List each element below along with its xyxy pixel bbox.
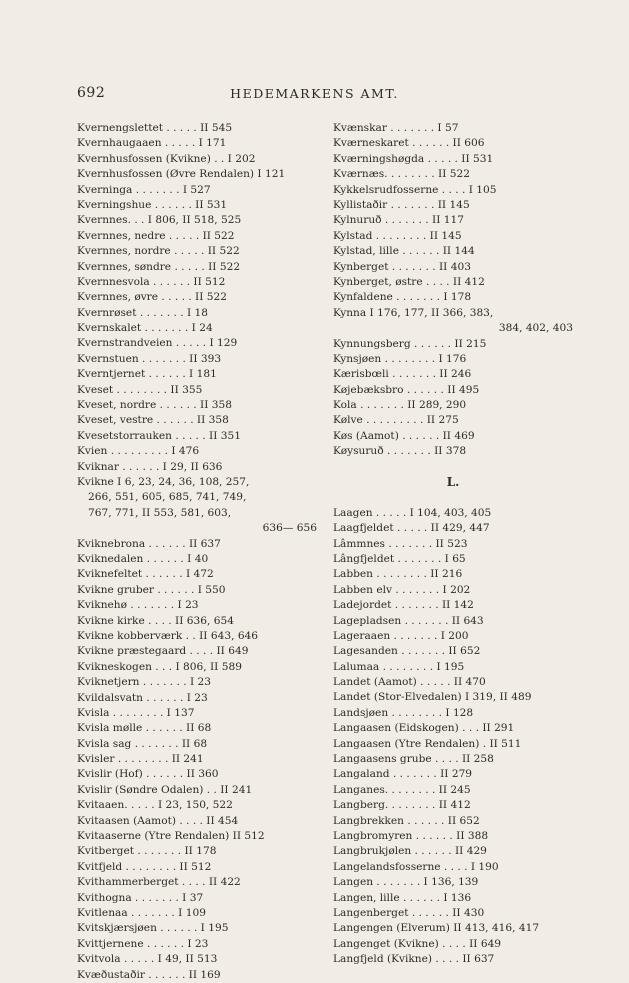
index-entry: Køjebæksbro . . . . . . II 495: [333, 383, 480, 396]
page-number: 692: [77, 85, 106, 101]
index-entry: Labben . . . . . . . . II 216: [333, 568, 463, 581]
index-entry: Landsjøen . . . . . . . . I 128: [333, 706, 474, 719]
index-entry: Kvernnes. . . I 806, II 518, 525: [77, 214, 242, 227]
index-entry: Lalumaa . . . . . . . . I 195: [333, 660, 465, 673]
index-entry: Kverninga . . . . . . . I 527: [77, 183, 211, 196]
index-entry: Kvittjernene . . . . . . I 23: [77, 937, 209, 950]
index-entry: Kynnungsberg . . . . . . II 215: [333, 337, 487, 350]
right-entry-list: [333, 121, 573, 306]
index-entry: Kvitvola . . . . . I 49, II 513: [77, 953, 218, 966]
index-entry: Kvisla mølle . . . . . . II 68: [77, 722, 212, 735]
index-entry: Lagesanden . . . . . . . II 652: [333, 645, 481, 658]
right-column: [333, 121, 573, 968]
index-entry: Langberg. . . . . . . . II 412: [333, 799, 471, 812]
index-entry: Kviknehø . . . . . . . I 23: [77, 599, 199, 612]
index-entry: Kvitfjeld . . . . . . . . II 512: [77, 860, 212, 873]
index-entry: Kvæðustaðir . . . . . . II 169: [77, 968, 221, 981]
index-entry: Kvisler . . . . . . . . II 241: [77, 753, 204, 766]
index-entry: Laagfjeldet . . . . . II 429, 447: [333, 522, 490, 535]
index-entry: Langenget (Kvikne) . . . . II 649: [333, 937, 502, 950]
index-entry: Langenberget . . . . . . II 430: [333, 906, 485, 919]
index-entry: Køs (Aamot) . . . . . . II 469: [333, 429, 475, 442]
index-entry: Kviknefeltet . . . . . . I 472: [77, 568, 214, 581]
entry-line: 384, 402, 403: [498, 322, 573, 335]
index-entry: Kvisla . . . . . . . . I 137: [77, 706, 195, 719]
index-entry: Kvernengslettet . . . . . II 545: [77, 122, 233, 134]
entry-line: 266, 551, 605, 685, 741, 749,: [88, 491, 247, 504]
index-entry: Kvislir (Hof) . . . . . . II 360: [77, 768, 219, 781]
page-header: [0, 85, 629, 105]
index-entry: Lagepladsen . . . . . . . II 643: [333, 614, 484, 627]
index-entry: Kvikneskogen . . . I 806, II 589: [77, 660, 242, 673]
index-entry: Kvernrøset . . . . . . . I 18: [77, 306, 209, 319]
index-entry: Kviknetjern . . . . . . . I 23: [77, 676, 212, 689]
index-entry: Kvernnes, søndre . . . . . II 522: [77, 260, 241, 273]
index-entry: Langaasens grube . . . . II 258: [333, 753, 494, 766]
index-entry: Kværningshøgda . . . . . II 531: [333, 152, 494, 165]
index-entry: Lângfjeldet . . . . . . . I 65: [333, 552, 466, 565]
index-entry: Kvesetstorrauken . . . . . II 351: [77, 429, 241, 442]
index-entry: Lâmmnes . . . . . . . II 523: [333, 537, 468, 550]
index-entry: Kola . . . . . . . II 289, 290: [333, 399, 467, 412]
index-entry: Langelandsfosserne . . . . I 190: [333, 860, 499, 873]
running-title: HEDEMARKENS AMT.: [230, 86, 399, 101]
index-entry: Kviknar . . . . . . I 29, II 636: [77, 460, 223, 473]
entry-line: Kynna I 176, 177, II 366, 383,: [333, 306, 494, 319]
index-entry: Langaasen (Ytre Rendalen) . II 511: [333, 737, 522, 750]
index-entry: Kvikne kobberværk . . II 643, 646: [77, 629, 259, 642]
index-entry: Kvernnes, nedre . . . . . II 522: [77, 229, 235, 242]
index-entry: Kylstad . . . . . . . . II 145: [333, 229, 462, 242]
index-entry: Langen . . . . . . . I 136, 139: [333, 876, 479, 889]
index-entry: Kvisla sag . . . . . . . II 68: [77, 737, 208, 750]
index-entry: Kvernnes, nordre . . . . . II 522: [77, 245, 240, 258]
index-entry: Langengen (Elverum) II 413, 416, 417: [333, 922, 540, 935]
index-entry: Kvien . . . . . . . . . I 476: [77, 445, 200, 458]
index-entry: Kverntjernet . . . . . . I 181: [77, 368, 217, 381]
index-entry-kynna: [333, 306, 573, 337]
index-entry: Kylstad, lille . . . . . . II 144: [333, 245, 475, 258]
index-entry: Kverningshue . . . . . . II 531: [77, 198, 228, 211]
index-entry: Langfjeld (Kvikne) . . . . II 637: [333, 953, 495, 966]
index-entry: Kyllistaðir . . . . . . . II 145: [333, 198, 470, 211]
index-entry: Kynsjøen . . . . . . . . I 176: [333, 352, 467, 365]
left-entry-list-cont: [77, 537, 317, 983]
right-entry-list-cont: [333, 337, 573, 460]
index-entry: Langbrekken . . . . . . II 652: [333, 814, 480, 827]
index-entry: Langen, lille . . . . . . I 136: [333, 891, 472, 904]
index-entry: Kveset, nordre . . . . . . II 358: [77, 399, 232, 412]
index-entry: Kvikne kirke . . . . II 636, 654: [77, 614, 234, 627]
index-entry: Ladejordet . . . . . . . II 142: [333, 599, 474, 612]
entry-line: 636— 656: [262, 522, 317, 535]
index-entry: Landet (Aamot) . . . . . II 470: [333, 676, 486, 689]
index-entry: Kvernstrandveien . . . . . I 129: [77, 337, 238, 350]
index-entry: Kvernskalet . . . . . . . I 24: [77, 322, 213, 335]
index-entry: Kværneskaret . . . . . . II 606: [333, 137, 485, 150]
right-entry-list-l: [333, 506, 573, 968]
index-entry: Kynberget . . . . . . . II 403: [333, 260, 471, 273]
index-entry: Kynberget, østre . . . . II 412: [333, 275, 485, 288]
index-entry: Kynfaldene . . . . . . . I 178: [333, 291, 472, 304]
index-entry: Kviknebrona . . . . . . II 637: [77, 537, 221, 550]
index-entry: Kvernnes, øvre . . . . . II 522: [77, 291, 228, 304]
index-entry: Kvislir (Søndre Odalen) . . II 241: [77, 783, 253, 796]
index-entry: Kvitaaen. . . . . I 23, 150, 522: [77, 799, 233, 812]
index-entry: Langaland . . . . . . . II 279: [333, 768, 473, 781]
index-entry: Langanes. . . . . . . . II 245: [333, 783, 471, 796]
index-entry: Kvitberget . . . . . . . II 178: [77, 845, 217, 858]
index-entry: Kveset . . . . . . . . II 355: [77, 383, 203, 396]
index-entry: Kveset, vestre . . . . . . II 358: [77, 414, 229, 427]
entry-line: 767, 771, II 553, 581, 603,: [88, 506, 232, 519]
index-entry: Kvernhusfossen (Øvre Rendalen) I 121: [77, 168, 286, 181]
index-entry: Køysuruð . . . . . . . II 378: [333, 445, 467, 458]
index-entry: Kvernstuen . . . . . . . II 393: [77, 352, 222, 365]
index-entry: Kvikne gruber . . . . . . I 550: [77, 583, 226, 596]
index-entry: Lageraaen . . . . . . . I 200: [333, 629, 469, 642]
left-entry-list: [77, 121, 317, 475]
section-heading-l: L.: [446, 475, 460, 490]
index-entry: Kvernhusfossen (Kvikne) . . I 202: [77, 152, 256, 165]
index-entry: Langaasen (Eidskogen) . . . II 291: [333, 722, 515, 735]
left-column: [77, 121, 317, 983]
index-entry: Langbrukjølen . . . . . . II 429: [333, 845, 487, 858]
index-entry: Kvithammerberget . . . . II 422: [77, 876, 241, 889]
index-entry-kvikne: [77, 475, 317, 537]
index-entry: Kvernnesvola . . . . . . II 512: [77, 275, 226, 288]
index-entry: Kværnæs. . . . . . . . II 522: [333, 168, 470, 181]
index-entry: Langbromyren . . . . . . II 388: [333, 830, 489, 842]
index-entry: Kvikne præstegaard . . . . II 649: [77, 645, 249, 658]
index-entry: Kvitlenaa . . . . . . . I 109: [77, 906, 206, 919]
index-entry: Kylnuruð . . . . . . . II 117: [333, 214, 464, 227]
index-entry: Kvildalsvatn . . . . . . I 23: [77, 691, 208, 704]
index-entry: Kvitaaserne (Ytre Rendalen) II 512: [77, 830, 265, 843]
index-entry: Kvernhaugaaen . . . . . I 171: [77, 137, 227, 150]
index-entry: Kvithogna . . . . . . . I 37: [77, 891, 204, 904]
index-entry: Kølve . . . . . . . . . II 275: [333, 414, 459, 427]
index-entry: Kvitskjærsjøen . . . . . . I 195: [77, 922, 229, 935]
index-entry: Kvænskar . . . . . . . I 57: [333, 122, 459, 134]
index-entry: Laagen . . . . . I 104, 403, 405: [333, 506, 492, 519]
index-entry: Kvitaasen (Aamot) . . . . II 454: [77, 814, 239, 827]
index-entry: Labben elv . . . . . . . I 202: [333, 583, 471, 596]
index-entry: Landet (Stor-Elvedalen) I 319, II 489: [333, 691, 532, 704]
index-entry: Kærisbœli . . . . . . . II 246: [333, 368, 472, 381]
entry-line: Kvikne I 6, 23, 24, 36, 108, 257,: [77, 475, 250, 488]
index-entry: Kykkelsrudfosserne . . . . I 105: [333, 183, 497, 196]
index-entry: Kviknedalen . . . . . . I 40: [77, 553, 209, 565]
